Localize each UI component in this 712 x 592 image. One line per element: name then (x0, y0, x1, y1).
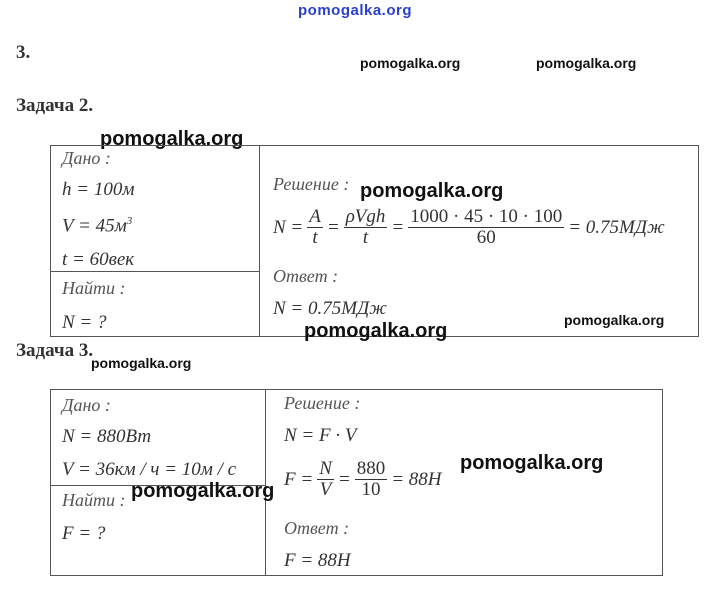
watermark: pomogalka.org (304, 320, 448, 342)
task3-frac-2-num: 880 (356, 458, 386, 479)
task3-solution-label: Решение : (284, 393, 361, 413)
task3-find-label: Найти : (62, 490, 126, 510)
watermark: pomogalka.org (460, 452, 604, 474)
task3-given-n: N = 880Вт (62, 426, 152, 447)
task2-find: N = ? (62, 312, 107, 333)
task3-frac-2 (355, 459, 388, 500)
task3-answer: F = 88H (284, 550, 351, 571)
task3-answer-label: Ответ : (284, 518, 350, 538)
task2-frac-1-den: t (312, 227, 318, 248)
equals-sign: = (337, 468, 351, 490)
task3-given-v: V = 36км / ч = 10м / с (62, 459, 237, 480)
task2-frac-3-den: 60 (476, 227, 496, 248)
task3-find: F = ? (62, 523, 106, 544)
task3-frac-1-den: V (319, 479, 332, 500)
task3-given-label: Дано : (62, 395, 111, 415)
task2-frac-2-num: ρVgh (345, 206, 386, 227)
task2-solution-label: Решение : (273, 174, 350, 194)
task3-formula-lhs: F = (284, 468, 314, 490)
task2-find-label: Найти : (62, 278, 126, 298)
watermark: pomogalka.org (100, 128, 244, 150)
section-number: 3. (16, 42, 31, 63)
task3-line1: N = F · V (284, 425, 357, 446)
task3-frac-1 (317, 459, 334, 500)
task3-formula (284, 459, 442, 500)
task2-formula-lhs: N = (273, 216, 304, 238)
task2-given-t: t = 60век (62, 249, 135, 270)
watermark: pomogalka.org (360, 55, 461, 71)
watermark: pomogalka.org (564, 312, 665, 328)
task2-divider-h (50, 271, 259, 272)
task2-divider-v (259, 145, 260, 336)
watermark: pomogalka.org (131, 480, 275, 502)
task2-frac-3-num: 1000 · 45 · 10 · 100 (410, 206, 563, 227)
task3-frac-1-num: N (319, 458, 332, 479)
equals-sign: = (326, 216, 340, 238)
task2-given-v-exp: 3 (126, 215, 133, 227)
task3-formula-result: = 88H (391, 468, 442, 490)
task2-frac-1 (307, 207, 323, 248)
watermark-top: pomogalka.org (298, 2, 413, 19)
watermark: pomogalka.org (536, 55, 637, 71)
task2-frac-2-den: t (362, 227, 369, 248)
task2-frac-1-num: A (309, 206, 321, 227)
task2-answer: N = 0.75МДж (273, 298, 387, 319)
task2-formula-result: = 0.75МДж (568, 216, 665, 238)
watermark: pomogalka.org (91, 355, 192, 371)
watermark: pomogalka.org (360, 180, 504, 202)
task2-given-h: h = 100м (62, 179, 135, 200)
task2-title: Задача 2. (16, 95, 94, 116)
task2-given-v (62, 215, 132, 237)
task3-title: Задача 3. (16, 340, 94, 361)
task2-answer-label: Ответ : (273, 266, 339, 286)
task3-frac-2-den: 10 (361, 479, 381, 500)
task2-formula (273, 207, 665, 248)
task2-frac-2 (344, 207, 388, 248)
task2-frac-3 (408, 207, 564, 248)
task2-given-label: Дано : (62, 148, 111, 168)
task2-given-v-text: V = 45м (62, 215, 127, 237)
equals-sign: = (391, 216, 405, 238)
